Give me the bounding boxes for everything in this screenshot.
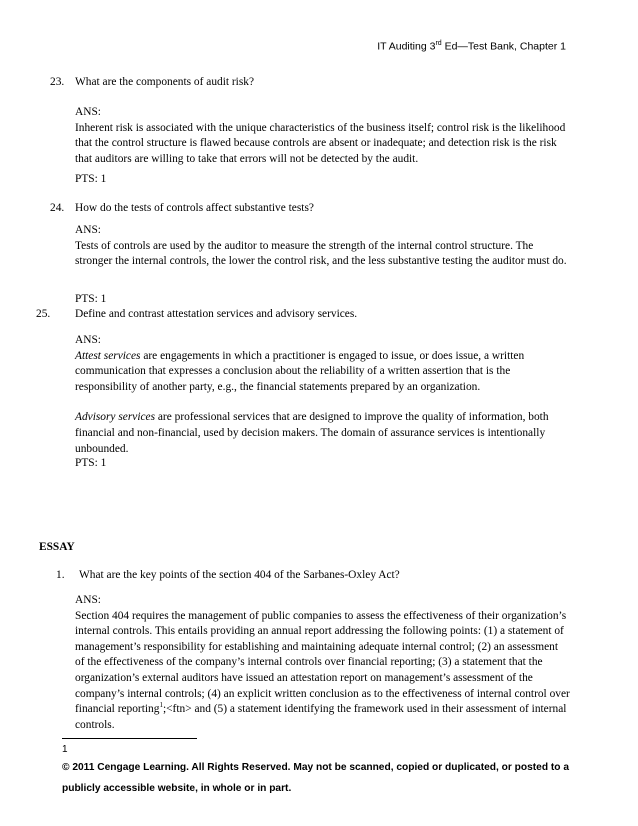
question-number: 23. <box>50 76 65 88</box>
answer-paragraph-attest <box>75 349 570 396</box>
footnote-number: 1 <box>62 744 68 755</box>
answer-block <box>75 593 570 733</box>
header-subtitle: Ed—Test Bank, Chapter 1 <box>441 40 566 53</box>
answer-paragraph-advisory <box>75 410 570 457</box>
answer-block <box>75 223 570 270</box>
page-header <box>377 40 566 53</box>
question-text: Define and contrast attestation services and advisory services. <box>75 308 358 320</box>
question-number: 1. <box>56 569 65 581</box>
copyright-notice: © 2011 Cengage Learning. All Rights Reserved. May not be scanned, copied or duplicated, or posted to a publicly accessible website, in whole or in part. <box>62 762 569 794</box>
points: PTS: 1 <box>75 457 107 469</box>
footnote-divider <box>62 738 197 739</box>
answer-text: are professional services that are designed to improve the quality of information, both financial and non-financial, used by decision makers. The domain of assurance services is intentionally unbounded. <box>75 411 549 455</box>
question-number: 24. <box>50 202 65 214</box>
question-number: 25. <box>36 308 51 320</box>
question-text: What are the components of audit risk? <box>75 76 255 88</box>
question-text: What are the key points of the section 404 of the Sarbanes-Oxley Act? <box>79 569 400 581</box>
header-superscript: rd <box>435 40 442 47</box>
answer-text-part: ;<ftn> and (5) a statement identifying the framework used in their assessment of internal controls. <box>75 703 567 731</box>
answer-block <box>75 333 570 457</box>
ans-label: ANS: <box>75 224 101 236</box>
answer-text: Inherent risk is associated with the unique characteristics of the business itself; control risk is the likelihood that the control structure is flawed because controls are absent or inadequate; and detection risk is the risk that auditors are willing to take that errors will not be detected by the audit. <box>75 121 566 165</box>
section-title: ESSAY <box>39 541 75 553</box>
term-attest-services: Attest services <box>75 349 141 362</box>
answer-text-part: Section 404 requires the management of public companies to assess the effectiveness of their organization’s internal controls. This entails providing an annual report addressing the following points: (1) a statement of management’s responsibility for establishing and maintaining adequate internal control; (2) an assessment of the effectiveness of the company’s internal controls over financial reporting; (3) a statement that the organization’s external auditors have issued an attestation report on management’s assessment of the company’s internal controls; (4) an explicit written conclusion as to the effectiveness of internal control over financial reporting <box>75 609 570 716</box>
question-text: How do the tests of controls affect substantive tests? <box>75 202 314 214</box>
answer-text: Tests of controls are used by the auditor to measure the strength of the internal control structure. The stronger the internal controls, the lower the control risk, and the less substantive testing the auditor must do. <box>75 239 567 268</box>
ans-label: ANS: <box>75 594 101 606</box>
answer-text <box>75 609 570 734</box>
points: PTS: 1 <box>75 293 107 305</box>
term-advisory-services: Advisory services <box>75 411 156 424</box>
ans-label: ANS: <box>75 334 101 346</box>
answer-block <box>75 105 570 167</box>
header-title: IT Auditing 3 <box>377 40 436 53</box>
answer-text: are engagements in which a practitioner is engaged to issue, or does issue, a written communication that expresses a conclusion about the reliability of a written assertion that is the responsibility of another party, e.g., the financial statements prepared by an organization. <box>75 349 525 393</box>
ans-label: ANS: <box>75 106 101 118</box>
footnote-marker[interactable]: 1 <box>159 701 163 710</box>
points: PTS: 1 <box>75 173 107 185</box>
